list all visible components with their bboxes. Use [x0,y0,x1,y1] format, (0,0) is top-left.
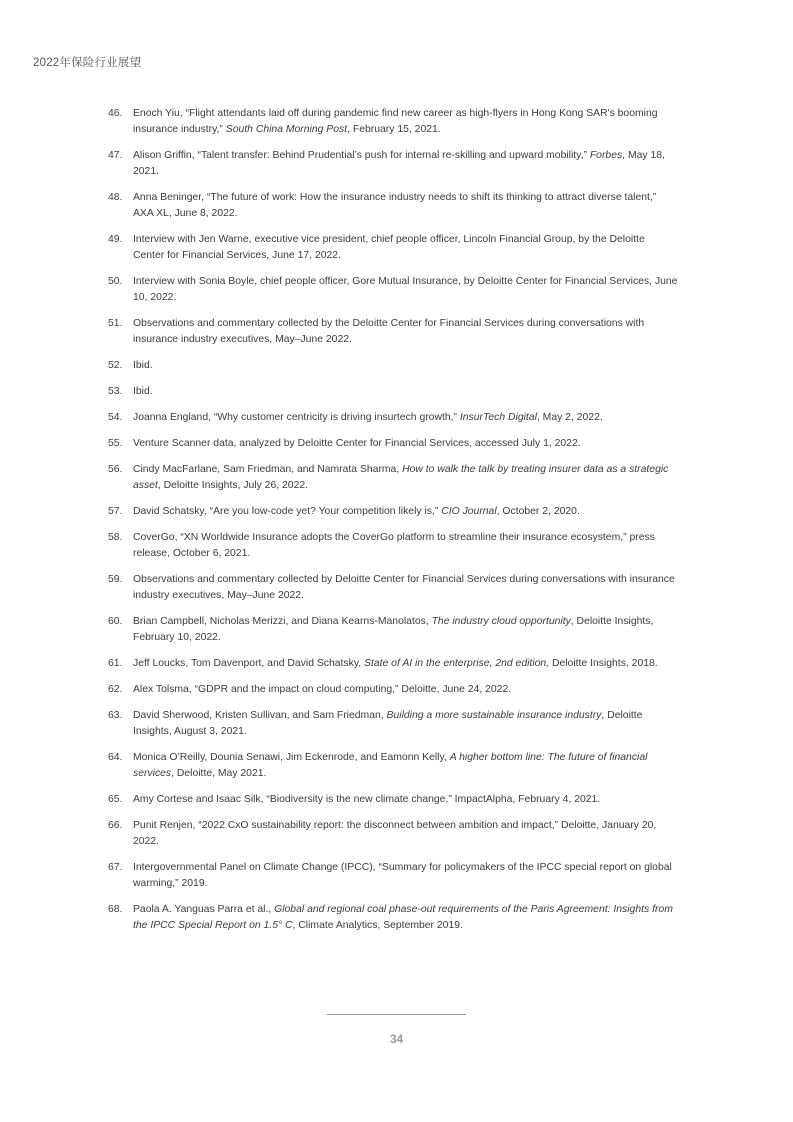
endnote-text-segment: Ibid. [133,386,153,397]
endnote-text [133,818,678,850]
endnote-number: 48. [108,192,123,203]
endnote-number: 61. [108,658,123,669]
endnote-text-segment: Monica O’Reilly, Dounia Senawi, Jim Eckenrode, and Eamonn Kelly, [133,752,450,763]
endnote-text [133,708,678,740]
endnote-number: 67. [108,862,123,873]
endnote-text [133,274,678,306]
endnote-text [133,106,678,138]
endnote-text-segment: , Deloitte Insights, July 26, 2022. [157,480,309,491]
endnote-number: 53. [108,386,123,397]
endnote-text [133,792,678,808]
endnote-text-segment: , Deloitte Insights, February 10, 2022. [133,616,654,643]
endnote-item [108,410,678,426]
endnote-item [108,316,678,348]
endnote-text-segment: CoverGo, “XN Worldwide Insurance adopts the CoverGo platform to streamline their insurance ecosystem,” press release, October 6, 2021. [133,532,655,559]
endnote-text [133,232,678,264]
endnote-item [108,190,678,222]
endnote-title-italic: How to walk the talk by treating insurer data as a strategic asset [133,464,669,491]
endnote-text-segment: Joanna England, “Why customer centricity is driving insurtech growth,” [133,412,460,423]
endnote-text-segment: Brian Campbell, Nicholas Merizzi, and Diana Kearns-Manolatos, [133,616,432,627]
endnote-text [133,750,678,782]
endnote-number: 59. [108,574,123,585]
endnote-text [133,572,678,604]
endnote-text-segment: Observations and commentary collected by the Deloitte Center for Financial Services during conversations with insurance industry executives, May–June 2022. [133,318,645,345]
page-header-title: 2022年保险行业展望 [33,57,142,69]
endnote-number: 60. [108,616,123,627]
endnote-title-italic: Global and regional coal phase-out requirements of the Paris Agreement: Insights from the IPCC Special Report on 1.5° C [133,904,673,931]
endnote-text [133,358,678,374]
endnote-title-italic: The industry cloud opportunity [431,616,571,627]
endnote-text [133,462,678,494]
endnote-text-segment: , Deloitte Insights, August 3, 2021. [133,710,643,737]
endnote-item [108,860,678,892]
endnote-text [133,614,678,646]
endnote-number: 65. [108,794,123,805]
endnote-item [108,792,678,808]
endnote-number: 62. [108,684,123,695]
endnote-text-segment: Interview with Sonia Boyle, chief people officer, Gore Mutual Insurance, by Deloitte Center for Financial Services, June 10, 2022. [133,276,678,303]
endnote-text [133,860,678,892]
endnote-text-segment: Alison Griffin, “Talent transfer: Behind Prudential’s push for internal re-skilling and upward mobility,” [133,150,590,161]
endnote-text-segment: David Schatsky, “Are you low-code yet? Your competition likely is,” [133,506,442,517]
endnote-item [108,682,678,698]
endnote-text-segment: Jeff Loucks, Tom Davenport, and David Schatsky, [133,658,365,669]
page-number: 34 [389,1032,404,1046]
endnote-text-segment: , Climate Analytics, September 2019. [292,920,463,931]
endnote-number: 54. [108,412,123,423]
endnote-text-segment: Interview with Jen Warne, executive vice president, chief people officer, Lincoln Financial Group, by the Deloitte Center for Financial Services, June 17, 2022. [133,234,645,261]
endnote-number: 56. [108,464,123,475]
endnote-item [108,572,678,604]
endnote-item [108,530,678,562]
endnote-number: 47. [108,150,123,161]
endnote-text-segment: , May 18, 2021. [133,150,665,177]
endnote-item [108,504,678,520]
endnote-text [133,530,678,562]
endnote-text-segment: Venture Scanner data, analyzed by Deloitte Center for Financial Services, accessed July 1, 2022. [133,438,581,449]
endnote-text [133,504,678,520]
endnote-text [133,384,678,400]
endnote-number: 63. [108,710,123,721]
endnote-item [108,232,678,264]
endnote-number: 46. [108,108,123,119]
endnote-text-segment: Paola A. Yanguas Parra et al., [133,904,275,915]
endnote-text-segment: Observations and commentary collected by Deloitte Center for Financial Services during conversations with insurance industry executives, May–June 2022. [133,574,675,601]
endnote-item [108,902,678,934]
endnote-text-segment: Alex Tolsma, “GDPR and the impact on cloud computing,” Deloitte, June 24, 2022. [133,684,512,695]
endnotes-list [108,106,678,944]
endnote-number: 58. [108,532,123,543]
endnote-text-segment: Anna Beninger, “The future of work: How the insurance industry needs to shift its thinking to attract diverse talent,” AXA XL, June 8, 2022. [133,192,657,219]
endnote-item [108,708,678,740]
endnote-text-segment: , Deloitte, May 2021. [171,768,267,779]
endnote-number: 68. [108,904,123,915]
endnote-text [133,316,678,348]
endnote-text-segment: Cindy MacFarlane, Sam Friedman, and Namrata Sharma, [133,464,403,475]
endnote-item [108,148,678,180]
endnote-text-segment: , October 2, 2020. [496,506,580,517]
endnote-text [133,682,678,698]
endnote-text-segment: , May 2, 2022. [536,412,603,423]
endnote-text [133,410,678,426]
endnote-item [108,818,678,850]
endnote-title-italic: Building a more sustainable insurance industry [386,710,602,721]
endnote-text-segment: Intergovernmental Panel on Climate Change (IPCC), “Summary for policymakers of the IPCC special report on global warming,” 2019. [133,862,672,889]
endnote-number: 66. [108,820,123,831]
endnote-item [108,106,678,138]
endnote-title-italic: InsurTech Digital [459,412,537,423]
endnote-text-segment: Deloitte Insights, 2018. [549,658,658,669]
endnote-number: 55. [108,438,123,449]
endnote-number: 49. [108,234,123,245]
endnote-text-segment: Ibid. [133,360,153,371]
endnote-item [108,656,678,672]
endnote-title-italic: A higher bottom line: The future of financial services [133,752,648,779]
endnote-item [108,750,678,782]
endnote-number: 50. [108,276,123,287]
endnote-item [108,274,678,306]
endnote-title-italic: State of AI in the enterprise, 2nd edition, [364,658,550,669]
endnote-text-segment: Punit Renjen, “2022 CxO sustainability report: the disconnect between ambition and impact,” Deloitte, January 20, 2022. [133,820,657,847]
endnote-text [133,190,678,222]
endnote-item [108,358,678,374]
endnote-number: 57. [108,506,123,517]
endnote-text [133,902,678,934]
endnote-text-segment: Enoch Yiu, “Flight attendants laid off during pandemic find new career as high-flyers in Hong Kong SAR's booming insurance industry,” [133,108,658,135]
endnote-text-segment: Amy Cortese and Isaac Silk, “Biodiversity is the new climate change,” ImpactAlpha, February 4, 2021. [133,794,601,805]
endnote-text [133,436,678,452]
endnote-text-segment: , February 15, 2021. [347,124,441,135]
endnote-number: 52. [108,360,123,371]
endnote-number: 64. [108,752,123,763]
endnote-item [108,614,678,646]
endnote-title-italic: Forbes [589,150,623,161]
endnote-item [108,436,678,452]
endnote-item [108,384,678,400]
endnote-title-italic: CIO Journal [441,506,497,517]
endnote-number: 51. [108,318,123,329]
endnote-text-segment: David Sherwood, Kristen Sullivan, and Sam Friedman, [133,710,387,721]
endnote-title-italic: South China Morning Post [225,124,348,135]
endnote-item [108,462,678,494]
footer-divider [327,1014,466,1015]
endnote-text [133,148,678,180]
endnote-text [133,656,678,672]
